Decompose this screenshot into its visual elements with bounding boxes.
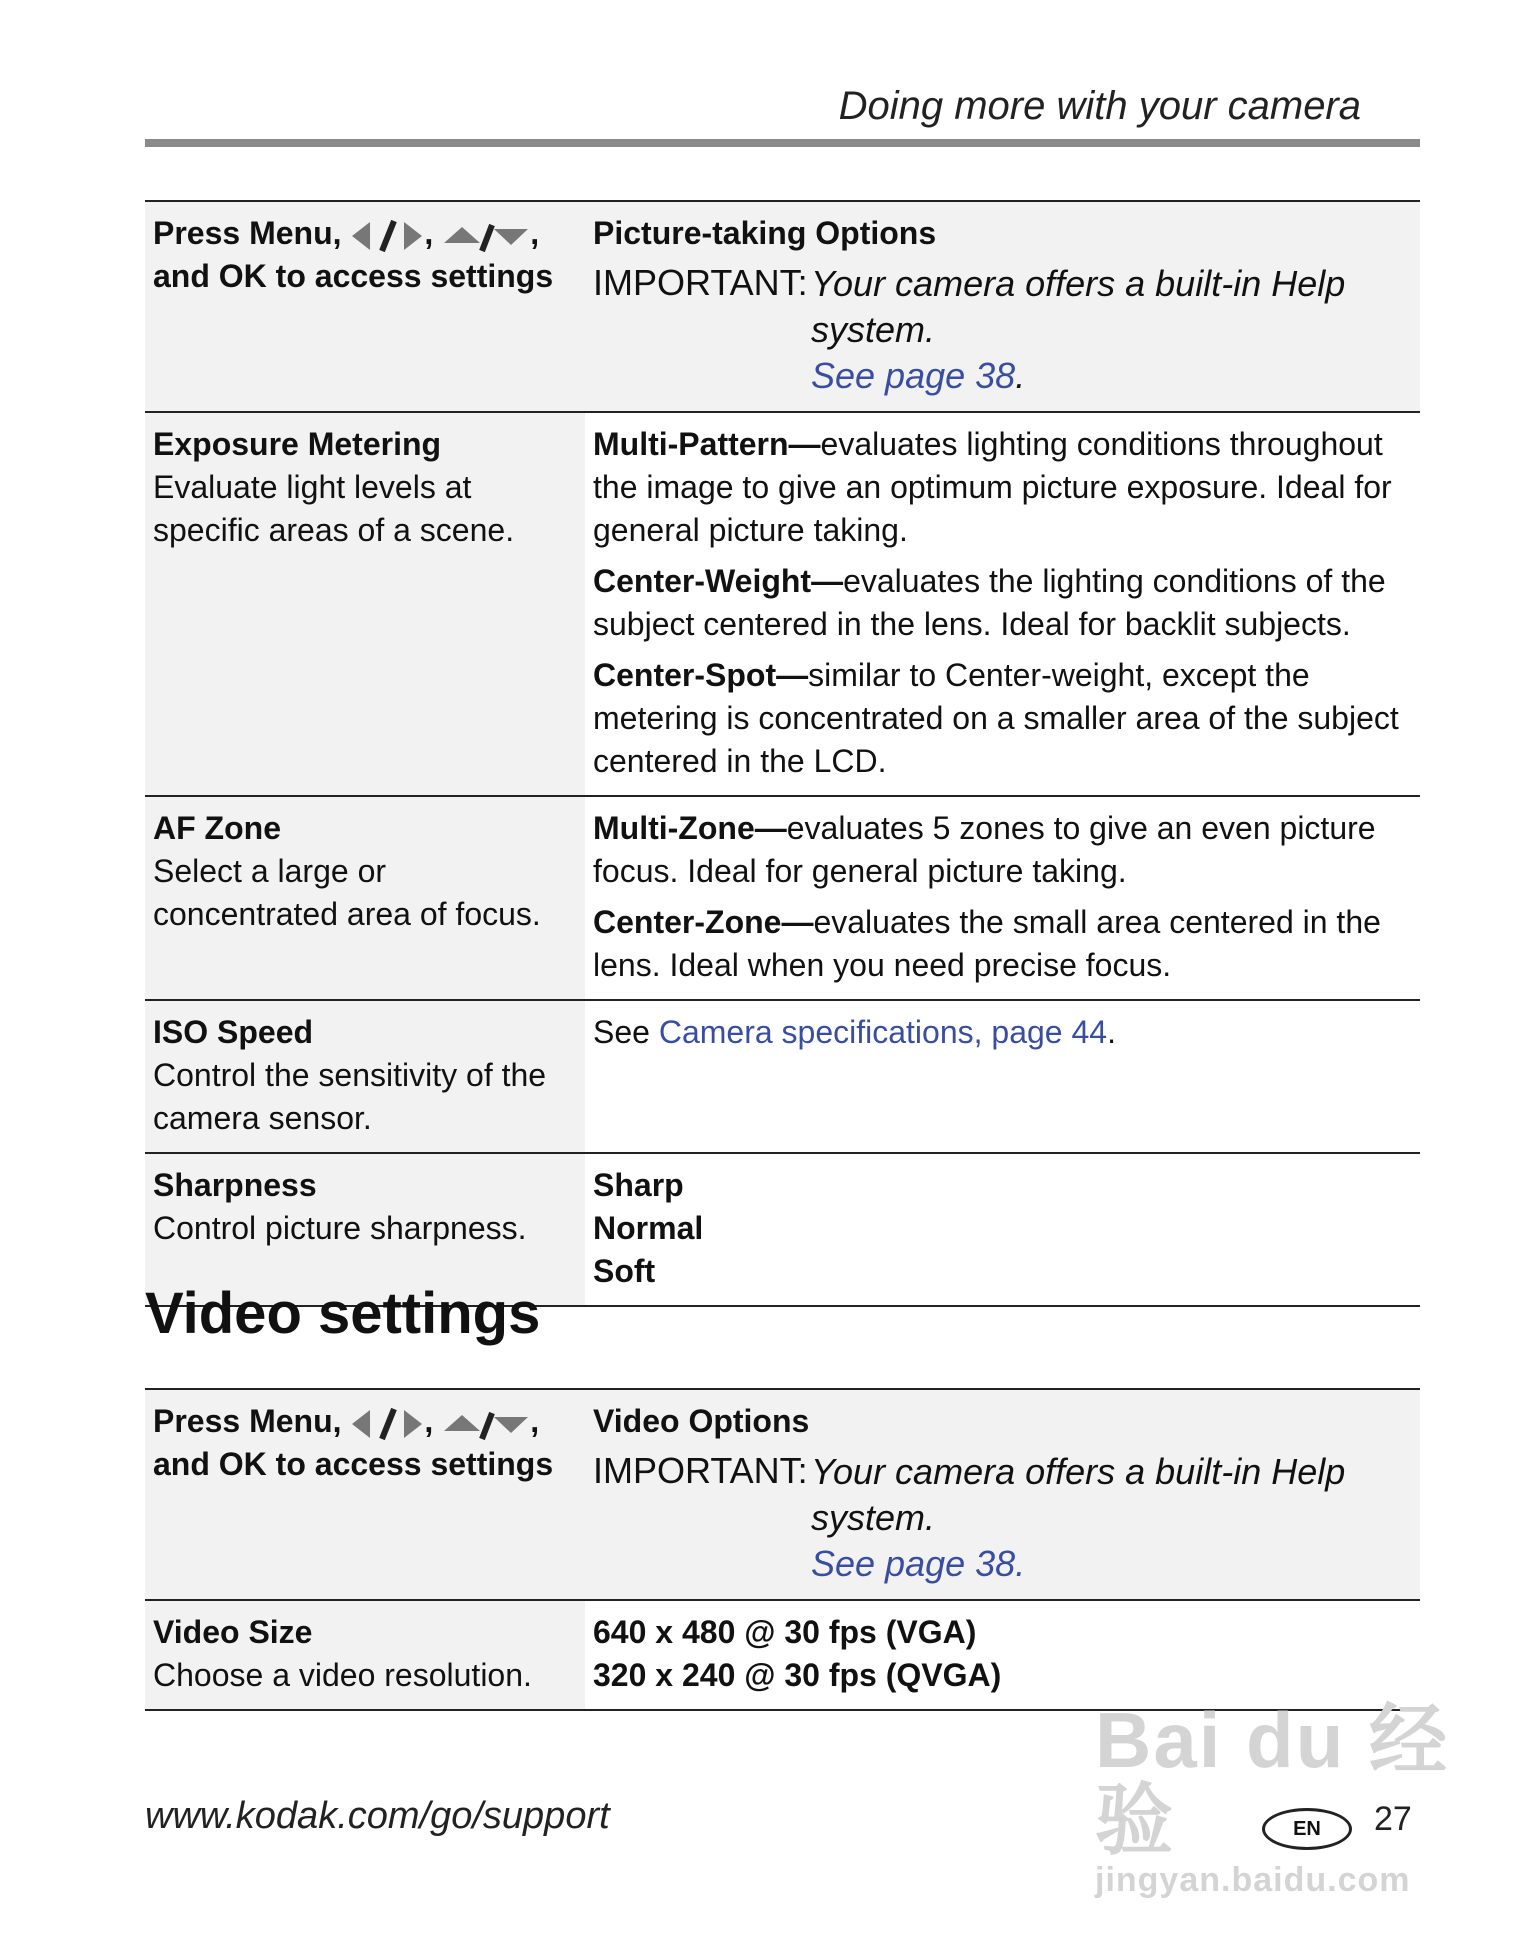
options-title: Video Options (593, 1403, 810, 1439)
comma: , (424, 215, 434, 251)
page-number: 27 (1374, 1800, 1412, 1838)
setting-cell (145, 1000, 585, 1153)
support-url[interactable]: www.kodak.com/go/support (145, 1795, 610, 1837)
access-text: and OK to access settings (153, 258, 554, 294)
important-label: IMPORTANT: (593, 1450, 808, 1491)
table-row (145, 412, 1420, 796)
video-settings-heading: Video settings (145, 1281, 541, 1346)
press-menu-label: Press Menu, (153, 1403, 342, 1439)
period: . (1107, 1014, 1116, 1050)
important-text: Your camera offers a built-in Help system. (811, 263, 1346, 350)
picture-settings-table (145, 200, 1420, 1307)
option-value: Normal (593, 1210, 704, 1246)
table-row (145, 1000, 1420, 1153)
table-header-row (145, 1389, 1420, 1600)
running-header-title: Doing more with your camera (838, 84, 1361, 128)
option-item: Center-Zone—evaluates the small area centered in the lens. Ideal when you need precise focus. (593, 904, 1381, 983)
setting-name: ISO Speed (153, 1014, 314, 1050)
comma: , (530, 1403, 540, 1439)
see-page-link[interactable]: See page 38 (811, 355, 1016, 396)
language-badge (1262, 1808, 1352, 1850)
important-text: Your camera offers a built-in Help system. (811, 1451, 1346, 1538)
left-right-arrows-icon (350, 219, 424, 253)
see-text: See (593, 1014, 659, 1050)
options-cell (585, 1153, 1420, 1306)
setting-desc: Control picture sharpness. (153, 1210, 527, 1246)
header-rule (145, 139, 1420, 147)
watermark-sub: jingyan.baidu.com (1095, 1861, 1411, 1899)
access-instructions (145, 201, 585, 412)
watermark-main: Bai du 经验 (1095, 1696, 1450, 1864)
setting-desc: Control the sensitivity of the camera sensor. (153, 1057, 547, 1136)
period: . (1015, 355, 1026, 396)
options-cell (585, 796, 1420, 1000)
left-right-arrows-icon (350, 1407, 424, 1441)
option-value: Sharp (593, 1167, 684, 1203)
option-item: Center-Spot—similar to Center-weight, except the metering is concentrated on a smaller area of the subject centered in the LCD. (593, 657, 1399, 779)
access-text: and OK to access settings (153, 1446, 554, 1482)
setting-desc: Evaluate light levels at specific areas of a scene. (153, 469, 515, 548)
options-header (585, 201, 1420, 412)
important-note (593, 261, 1410, 353)
camera-specs-link[interactable]: Camera specifications, page 44 (658, 1014, 1108, 1050)
setting-name: Sharpness (153, 1167, 317, 1203)
table-header-row (145, 201, 1420, 412)
setting-cell (145, 1600, 585, 1710)
option-value: 640 x 480 @ 30 fps (VGA) (593, 1614, 977, 1650)
option-value: 320 x 240 @ 30 fps (QVGA) (593, 1657, 1002, 1693)
press-menu-label: Press Menu, (153, 215, 342, 251)
comma: , (424, 1403, 434, 1439)
option-item: Center-Weight—evaluates the lighting conditions of the subject centered in the lens. Ideal for backlit subjects. (593, 563, 1386, 642)
table-row (145, 796, 1420, 1000)
setting-name: Exposure Metering (153, 426, 442, 462)
comma: , (530, 215, 540, 251)
setting-cell (145, 796, 585, 1000)
important-note (593, 1449, 1410, 1541)
option-value: Soft (593, 1253, 656, 1289)
setting-desc: Select a large or concentrated area of focus. (153, 853, 541, 932)
up-down-arrows-icon (442, 219, 530, 253)
language-badge-label: EN (1293, 1817, 1321, 1840)
setting-desc: Choose a video resolution. (153, 1657, 532, 1693)
table-row (145, 1600, 1420, 1710)
option-item: Multi-Pattern—evaluates lighting conditions throughout the image to give an optimum picture exposure. Ideal for general picture taking. (593, 426, 1392, 548)
setting-name: AF Zone (153, 810, 281, 846)
access-instructions (145, 1389, 585, 1600)
options-cell (585, 1000, 1420, 1153)
options-header (585, 1389, 1420, 1600)
options-cell (585, 1600, 1420, 1710)
options-title: Picture-taking Options (593, 215, 937, 251)
video-settings-table (145, 1388, 1420, 1711)
setting-cell (145, 412, 585, 796)
important-label: IMPORTANT: (593, 262, 808, 303)
see-page-link[interactable]: See page 38. (811, 1543, 1026, 1584)
setting-name: Video Size (153, 1614, 313, 1650)
up-down-arrows-icon (442, 1407, 530, 1441)
option-item: Multi-Zone—evaluates 5 zones to give an even picture focus. Ideal for general picture taking. (593, 810, 1376, 889)
options-cell (585, 412, 1420, 796)
